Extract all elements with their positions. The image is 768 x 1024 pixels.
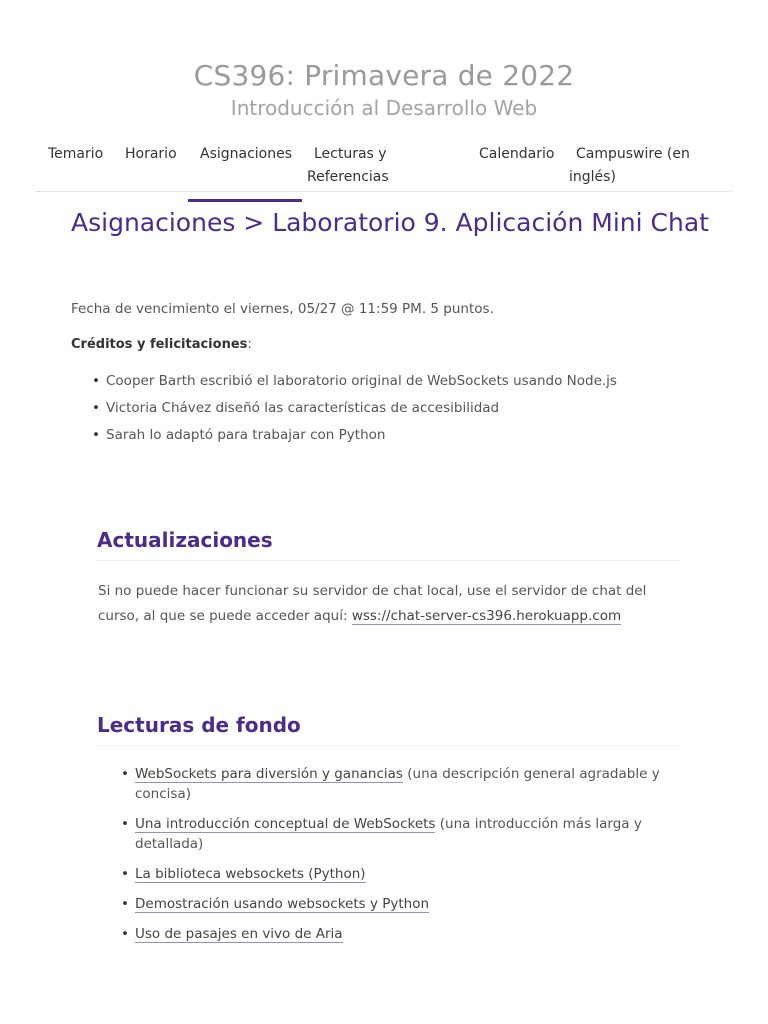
nav-item-campuswire[interactable]: [569, 143, 709, 189]
bullet-icon: •: [92, 427, 100, 443]
updates-text-line1: Si no puede hacer funcionar su servidor de chat local, use el servidor de chat del: [98, 583, 647, 599]
reading-note: (una descripción general agradable y: [402, 766, 660, 782]
nav-item-campuswire-line2: inglés): [569, 169, 616, 185]
credits-label-bold: Créditos y felicitaciones: [71, 337, 248, 352]
updates-text-line2: [98, 604, 658, 629]
page-title-text: Laboratorio 9. Aplicación Mini Chat: [272, 208, 709, 237]
bullet-icon: •: [121, 866, 129, 882]
site-subtitle: Introducción al Desarrollo Web: [230, 96, 538, 120]
reading-link[interactable]: Una introducción conceptual de WebSockets: [135, 816, 436, 832]
nav-item-asignaciones[interactable]: Asignaciones: [200, 146, 293, 162]
credits-label: [71, 335, 252, 355]
updates-heading: Actualizaciones: [97, 526, 679, 561]
list-item: [92, 398, 617, 418]
breadcrumb-separator: >: [235, 208, 273, 237]
reading-link[interactable]: La biblioteca websockets (Python): [135, 866, 366, 882]
reading-note: (una introducción más larga y: [435, 816, 642, 832]
bullet-icon: •: [92, 373, 100, 389]
nav-item-campuswire-line1: Campuswire (en: [576, 146, 690, 162]
updates-text-line2-lead: curso, al que se puede acceder aquí:: [98, 608, 352, 624]
reading-link[interactable]: WebSockets para diversión y ganancias: [135, 766, 403, 782]
list-item: [92, 425, 617, 445]
bullet-icon: •: [121, 816, 129, 832]
page-title: [71, 206, 711, 240]
credits-list: [92, 371, 617, 445]
readings-list: [121, 764, 666, 954]
list-item: [92, 371, 617, 391]
list-item: [121, 864, 666, 884]
nav-item-calendario[interactable]: Calendario: [479, 146, 555, 162]
reading-note-cont: detallada): [135, 836, 204, 852]
nav-item-lecturas-line2: Referencias: [307, 169, 389, 185]
reading-note-cont: concisa): [135, 786, 191, 802]
list-item: [121, 764, 666, 804]
reading-link[interactable]: Demostración usando websockets y Python: [135, 896, 430, 912]
nav-item-temario[interactable]: Temario: [48, 146, 104, 162]
due-date: Fecha de vencimiento el viernes, 05/27 @ 11:59 PM. 5 puntos.: [71, 301, 494, 317]
list-item: [121, 924, 666, 944]
credit-text: Cooper Barth escribió el laboratorio original de WebSockets usando Node.js: [106, 373, 617, 389]
list-item: [121, 894, 666, 914]
credit-text: Victoria Chávez diseñó las características de accesibilidad: [106, 400, 500, 416]
bullet-icon: •: [121, 926, 129, 942]
main-nav: [36, 143, 732, 192]
nav-active-indicator: [188, 199, 302, 202]
readings-heading: Lecturas de fondo: [97, 711, 679, 746]
credits-colon: :: [247, 337, 252, 352]
credit-text: Sarah lo adaptó para trabajar con Python: [106, 427, 386, 443]
nav-item-horario[interactable]: Horario: [125, 146, 177, 162]
reading-link[interactable]: Uso de pasajes en vivo de Aria: [135, 926, 343, 942]
bullet-icon: •: [121, 766, 129, 782]
bullet-icon: •: [121, 896, 129, 912]
breadcrumb-parent-link[interactable]: Asignaciones: [71, 208, 236, 237]
updates-text: [98, 579, 658, 629]
nav-item-lecturas-line1: Lecturas y: [314, 146, 387, 162]
nav-item-lecturas[interactable]: [307, 143, 427, 189]
site-title[interactable]: CS396: Primavera de 2022: [193, 59, 575, 92]
list-item: [121, 814, 666, 854]
bullet-icon: •: [92, 400, 100, 416]
chat-server-link[interactable]: wss://chat-server-cs396.herokuapp.com: [351, 608, 622, 624]
